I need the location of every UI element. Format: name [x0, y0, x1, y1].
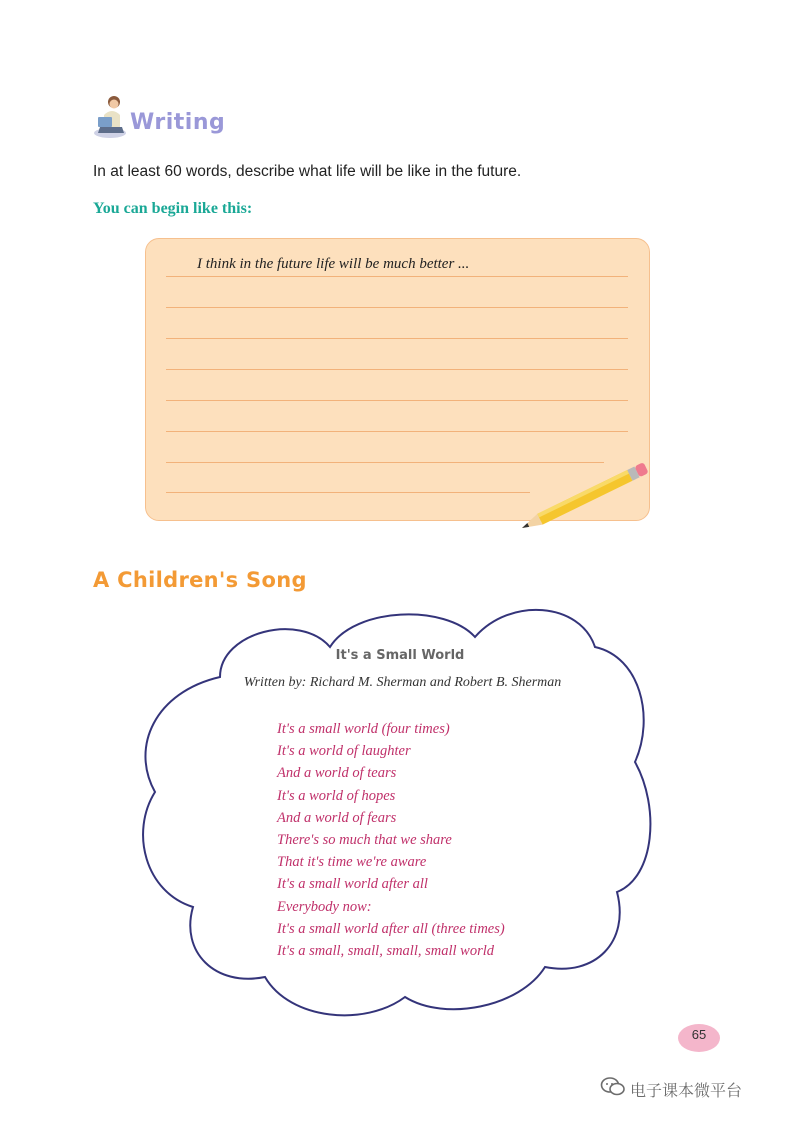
writing-line: [166, 369, 628, 370]
wechat-icon: [600, 1076, 626, 1098]
watermark-text: 电子课本微平台: [630, 1081, 743, 1100]
lyric-line: Everybody now:: [277, 898, 372, 915]
writing-instruction: In at least 60 words, describe what life will be like in the future.: [93, 163, 522, 180]
writing-line: [166, 400, 628, 401]
lyric-line: It's a small world after all: [277, 876, 428, 893]
lyric-line: And a world of tears: [277, 765, 397, 782]
lyric-line: That it's time we're aware: [277, 854, 427, 871]
lyric-line: And a world of fears: [277, 809, 397, 826]
lyric-line: It's a world of hopes: [277, 787, 396, 804]
lyric-line: It's a small world after all (three times): [277, 920, 505, 937]
song-title: It's a Small World: [335, 648, 465, 663]
writing-line: [166, 492, 530, 493]
pencil-icon: [518, 456, 664, 532]
lyrics-list: [277, 718, 505, 962]
lyric-line: It's a world of laughter: [277, 743, 411, 760]
writing-line: [166, 338, 628, 339]
lyric-line: There's so much that we share: [277, 831, 452, 848]
song-credit: Written by: Richard M. Sherman and Robert B. Sherman: [243, 675, 562, 690]
writing-heading: Writing: [130, 110, 226, 135]
lyric-line: It's a small, small, small, small world: [277, 942, 495, 959]
page-number: 65: [691, 1027, 707, 1042]
writing-line: [166, 431, 628, 432]
song-heading: A Children's Song: [93, 568, 307, 592]
student-reading-icon: [90, 93, 130, 141]
begin-label: You can begin like this:: [93, 200, 253, 217]
writing-line: [166, 276, 628, 277]
starter-sentence: I think in the future life will be much better ...: [197, 256, 470, 272]
writing-line: [166, 307, 628, 308]
lyric-line: It's a small world (four times): [277, 721, 450, 737]
